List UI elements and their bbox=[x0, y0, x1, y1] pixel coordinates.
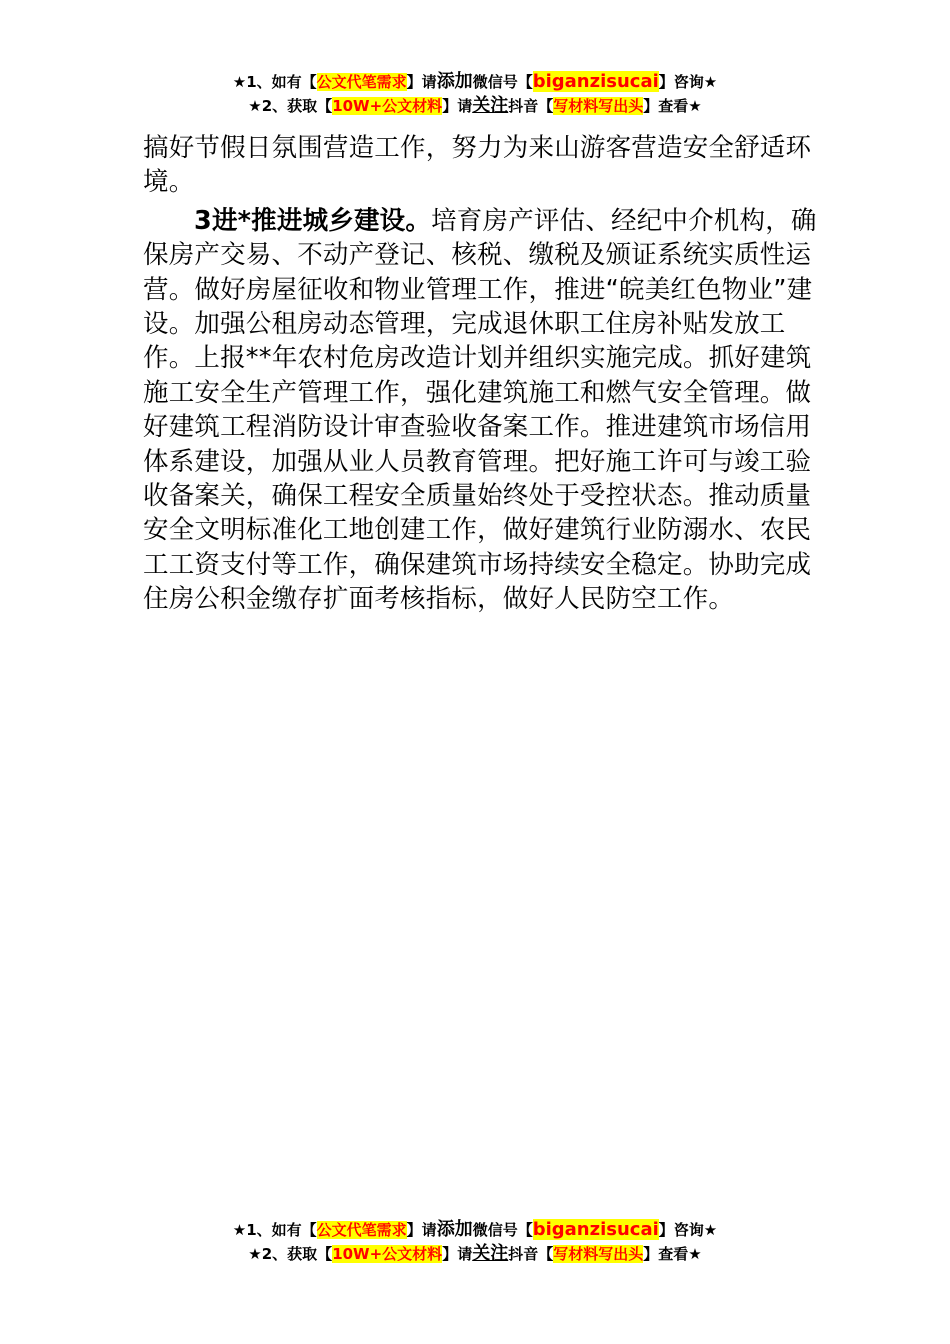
promo-text: 】咨询★ bbox=[658, 73, 718, 91]
promo-text: 】查看★ bbox=[643, 97, 702, 115]
promo-banner-bottom bbox=[0, 1218, 950, 1266]
promo-text: 微信号【 bbox=[472, 73, 533, 91]
highlight-service: 公文代笔需求 bbox=[316, 73, 407, 91]
promo-text: 】请 bbox=[406, 1221, 437, 1239]
promo-text: 抖音【 bbox=[508, 1245, 554, 1263]
promo-text: 】请 bbox=[442, 1245, 473, 1263]
promo-emphasis: 关注 bbox=[472, 95, 509, 116]
section-3-text: 培育房产评估、经纪中介机构，确保房产交易、不动产登记、核税、缴税及颁证系统实质性运营。做好房屋征收和物业管理工作，推进“皖美红色物业”建设。加强公租房动态管理，完成退休职工住房补贴发放工作。上报**年农村危房改造计划并组织实施完成。抓好建筑施工安全生产管理工作，强化建筑施工和燃气安全管理。做好建筑工程消防设计审查验收备案工作。推进建筑市场信用体系建设，加强从业人员教育管理。把好施工许可与竣工验收备案关，确保工程安全质量始终处于受控状态。推动质量安全文明标准化工地创建工作，做好建筑行业防溺水、农民工工资支付等工作，确保建筑市场持续安全稳定。协助完成住房公积金缴存扩面考核指标，做好人民防空工作。 bbox=[143, 205, 817, 615]
promo-line-2 bbox=[0, 94, 950, 118]
highlight-materials: 10W+公文材料 bbox=[332, 97, 443, 115]
promo-text: 】请 bbox=[442, 97, 473, 115]
promo-banner-top bbox=[0, 70, 950, 118]
promo-text: 微信号【 bbox=[472, 1221, 533, 1239]
highlight-douyin-account: 写材料写出头 bbox=[553, 97, 644, 115]
document-body bbox=[143, 131, 823, 617]
promo-text: ★2、获取【 bbox=[248, 1245, 333, 1263]
highlight-douyin-account: 写材料写出头 bbox=[553, 1245, 644, 1263]
promo-text: ★2、获取【 bbox=[248, 97, 333, 115]
promo-text: 抖音【 bbox=[508, 97, 554, 115]
promo-line-1 bbox=[0, 70, 950, 94]
promo-emphasis: 关注 bbox=[472, 1243, 509, 1264]
promo-text: 】咨询★ bbox=[658, 1221, 718, 1239]
promo-text: ★1、如有【 bbox=[232, 1221, 317, 1239]
promo-text: ★1、如有【 bbox=[232, 73, 317, 91]
paragraph-continuation: 搞好节假日氛围营造工作，努力为来山游客营造安全舒适环境。 bbox=[143, 133, 812, 198]
promo-text: 】请 bbox=[406, 73, 437, 91]
promo-line-2 bbox=[0, 1242, 950, 1266]
highlight-wechat-id: biganzisucai bbox=[532, 1219, 659, 1240]
section-3-heading: 3进*推进城乡建设。 bbox=[194, 205, 432, 236]
highlight-materials: 10W+公文材料 bbox=[332, 1245, 443, 1263]
promo-emphasis: 添加 bbox=[436, 1219, 473, 1240]
promo-text: 】查看★ bbox=[643, 1245, 702, 1263]
promo-emphasis: 添加 bbox=[436, 71, 473, 92]
highlight-service: 公文代笔需求 bbox=[316, 1221, 407, 1239]
highlight-wechat-id: biganzisucai bbox=[532, 71, 659, 92]
paragraph-section-3 bbox=[143, 204, 823, 617]
promo-line-1 bbox=[0, 1218, 950, 1242]
